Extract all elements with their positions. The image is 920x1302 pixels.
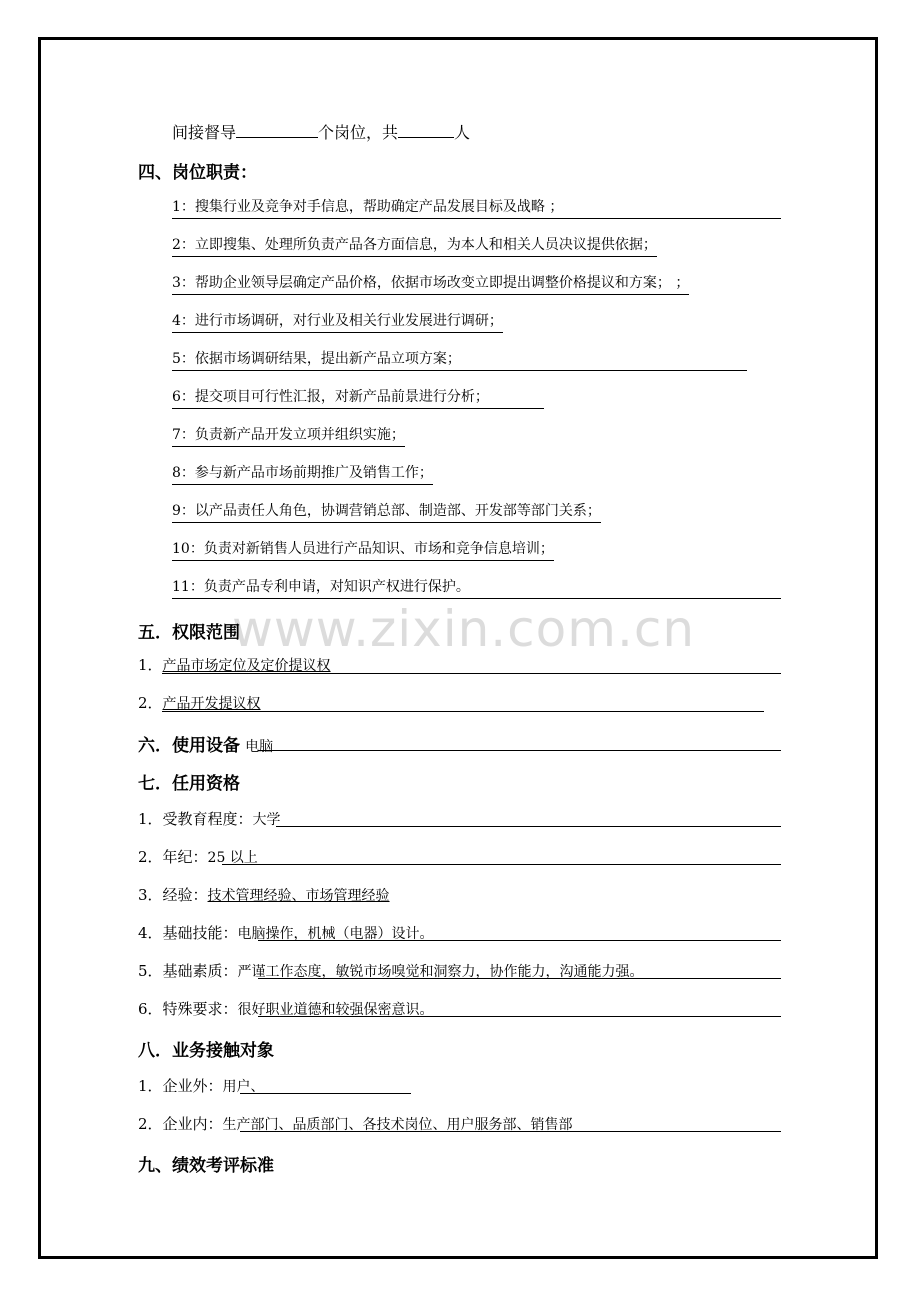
duty-item: 2：立即搜集、处理所负责产品各方面信息，为本人和相关人员决议提供依据； (172, 234, 657, 257)
qualification-label: 6．特殊要求： (138, 1000, 238, 1018)
qualification-value: 很好职业道德和较强保密意识。 (237, 1002, 434, 1018)
qualification-item (138, 998, 434, 1022)
underline (240, 1131, 781, 1132)
underline (162, 711, 764, 712)
underline (222, 864, 781, 865)
qualification-value: 大学 (252, 812, 281, 828)
contact-label: 2．企业内： (138, 1115, 223, 1133)
contact-value: 生产部门、品质部门、各技术岗位、用户服务部、销售部 (222, 1117, 573, 1133)
authority-text: 产品市场定位及定价提议权 (162, 658, 331, 674)
qualification-label: 2．年纪： (138, 848, 208, 866)
contact-label: 1．企业外： (138, 1077, 223, 1095)
blank-people (398, 123, 454, 138)
qualification-label: 4．基础技能： (138, 924, 238, 942)
qualification-item (138, 922, 434, 946)
duty-item: 11：负责产品专利申请，对知识产权进行保护。 (172, 576, 781, 599)
blank-positions (236, 123, 318, 138)
underline (258, 750, 781, 751)
section-5-heading: 五．权限范围 (138, 623, 240, 643)
supervision-middle: 个岗位，共 (318, 123, 399, 142)
duty-item: 4：进行市场调研，对行业及相关行业发展进行调研； (172, 310, 503, 333)
equipment-value: 电脑 (245, 739, 274, 755)
section-8-heading: 八．业务接触对象 (138, 1041, 274, 1061)
duty-item: 5：依据市场调研结果，提出新产品立项方案； (172, 348, 747, 371)
authority-item (138, 692, 261, 716)
duty-item: 10：负责对新销售人员进行产品知识、市场和竞争信息培训； (172, 538, 554, 561)
supervision-line (172, 120, 470, 143)
watermark: www.zixin.com.cn (232, 600, 696, 658)
underline (276, 826, 781, 827)
underline (162, 673, 781, 674)
section-9-heading: 九、绩效考评标准 (138, 1156, 274, 1176)
qualification-item (138, 884, 390, 908)
qualification-value: 严谨工作态度，敏锐市场嗅觉和洞察力，协作能力，沟通能力强。 (237, 964, 644, 980)
qualification-item (138, 960, 644, 984)
supervision-prefix: 间接督导 (172, 123, 237, 142)
section-4-heading: 四、岗位职责： (138, 163, 257, 183)
duty-item: 7：负责新产品开发立项并组织实施； (172, 424, 405, 447)
contact-item (138, 1113, 573, 1137)
underline (240, 1093, 411, 1094)
authority-text: 产品开发提议权 (162, 696, 261, 712)
duty-item: 6：提交项目可行性汇报，对新产品前景进行分析； (172, 386, 544, 409)
qualification-label: 1．受教育程度： (138, 810, 253, 828)
contact-item (138, 1075, 265, 1099)
underline (258, 978, 781, 979)
qualification-label: 3．经验： (138, 886, 208, 904)
qualification-item (138, 808, 281, 832)
underline (258, 1016, 781, 1017)
duty-item: 9：以产品责任人角色，协调营销总部、制造部、开发部等部门关系； (172, 500, 601, 523)
duty-item: 3：帮助企业领导层确定产品价格，依据市场改变立即提出调整价格提议和方案； ； (172, 272, 689, 295)
authority-item (138, 654, 331, 678)
authority-num: 1． (138, 656, 163, 674)
authority-num: 2． (138, 694, 163, 712)
duty-item: 1：搜集行业及竞争对手信息，帮助确定产品发展目标及战略 ； (172, 196, 781, 219)
section-7-heading: 七．任用资格 (138, 774, 240, 794)
qualification-value: 电脑操作，机械（电器）设计。 (237, 926, 434, 942)
contact-value: 用户、 (222, 1079, 265, 1095)
section-6-heading: 六．使用设备 (138, 736, 240, 756)
qualification-value: 25 以上 (207, 850, 258, 866)
qualification-label: 5．基础素质： (138, 962, 238, 980)
supervision-suffix: 人 (454, 123, 471, 142)
qualification-item (138, 846, 258, 870)
underline (258, 940, 781, 941)
equipment-line (138, 731, 273, 756)
qualification-value: 技术管理经验、市场管理经验 (207, 888, 390, 904)
duty-item: 8：参与新产品市场前期推广及销售工作； (172, 462, 433, 485)
